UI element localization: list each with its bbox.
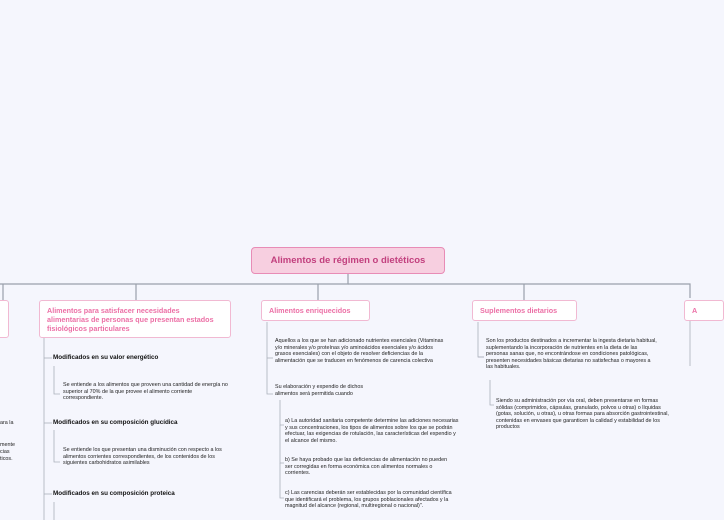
enriquecidos-condition: Su elaboración y expendio de dichos alimentos será permitida cuando	[275, 384, 364, 397]
subtopic-composicion-glucidica[interactable]: Modificados en su composición glucídica	[53, 419, 178, 426]
topic-alimentos-enriquecidos[interactable]	[261, 300, 370, 321]
suplementos-definition: Son los productos destinados a incrementar la ingesta dietaria habitual, suplementando la incorporación de nutrientes en la dieta de las personas sanas que, no encontrándose en condiciones patológicas, presenten necesidades básicas dietarias no satisfechas o mayores a las habituales.	[486, 338, 657, 371]
topic-left-partial[interactable]	[0, 300, 9, 338]
subtopic-composicion-glucidica-text: Se entiende los que presentan una disminución con respecto a los alimentos corrientes correspondientes, de los contenidos de los siguientes carbohidratos asimilables	[63, 447, 222, 467]
left-fragment-2: mente	[0, 442, 15, 448]
left-fragment-1: ara la	[0, 420, 14, 426]
topic-c-title: Suplementos dietarios	[480, 306, 558, 315]
left-fragment-3: cias	[0, 449, 10, 455]
suplementos-administration: Siendo su administración por vía oral, deben presentarse en formas sólidas (comprimidos, cápsulas, granulado, polvos u otras) o líquidas (gotas, solución, u otras), u otras formas para absorción gastrointestinal, contenidas en envases que garanticen la calidad y estabilidad de los productos	[496, 398, 669, 431]
topic-a-title: Alimentos para satisfacer necesidades alimentarias de personas que presentan estados fisiológicos particulares	[47, 306, 214, 333]
enriquecidos-condition-a: a) La autoridad sanitaria competente determine las adiciones necesarias y sus concentraciones, los tipos de alimentos sobre los que se podrán efectuar, las exigencias de rotulación, las características del expendio y el alcance del mismo.	[285, 418, 459, 444]
enriquecidos-condition-c: c) Las carencias deberán ser establecidas por la comunidad científica que identificará el problema, los grupos poblacionales afectados y la magnitud del alcance (regional, multiregional o nacional)".	[285, 490, 452, 510]
enriquecidos-definition: Aquellos a los que se han adicionado nutrientes esenciales (Vitaminas y/o minerales y/o proteínas y/o aminoácidos esenciales y/o ácidos grasos esenciales) con el objeto de resolver deficiencias de la alimentación que se traducen en fenómenos de carencia colectiva	[275, 338, 444, 364]
root-title: Alimentos de régimen o dietéticos	[270, 255, 426, 266]
subtopic-valor-energetico[interactable]: Modificados en su valor energético	[53, 354, 159, 361]
left-fragment-4: ticos.	[0, 456, 13, 462]
topic-estados-fisiologicos[interactable]	[39, 300, 231, 338]
root-node[interactable]	[251, 247, 445, 274]
enriquecidos-condition-b: b) Se haya probado que las deficiencias de alimentación no pueden ser corregidas en forma económica con alimentos normales o corrientes.	[285, 457, 448, 477]
topic-right-partial[interactable]	[684, 300, 724, 321]
topic-suplementos-dietarios[interactable]	[472, 300, 577, 321]
topic-d-title: A	[692, 306, 698, 315]
topic-b-title: Alimentos enriquecidos	[269, 306, 351, 315]
subtopic-composicion-proteica[interactable]: Modificados en su composición proteica	[53, 490, 175, 497]
subtopic-valor-energetico-text: Se entiende a los alimentos que proveen una cantidad de energía no superior al 70% de la que provee el alimento corriente correspondiente.	[63, 382, 228, 402]
